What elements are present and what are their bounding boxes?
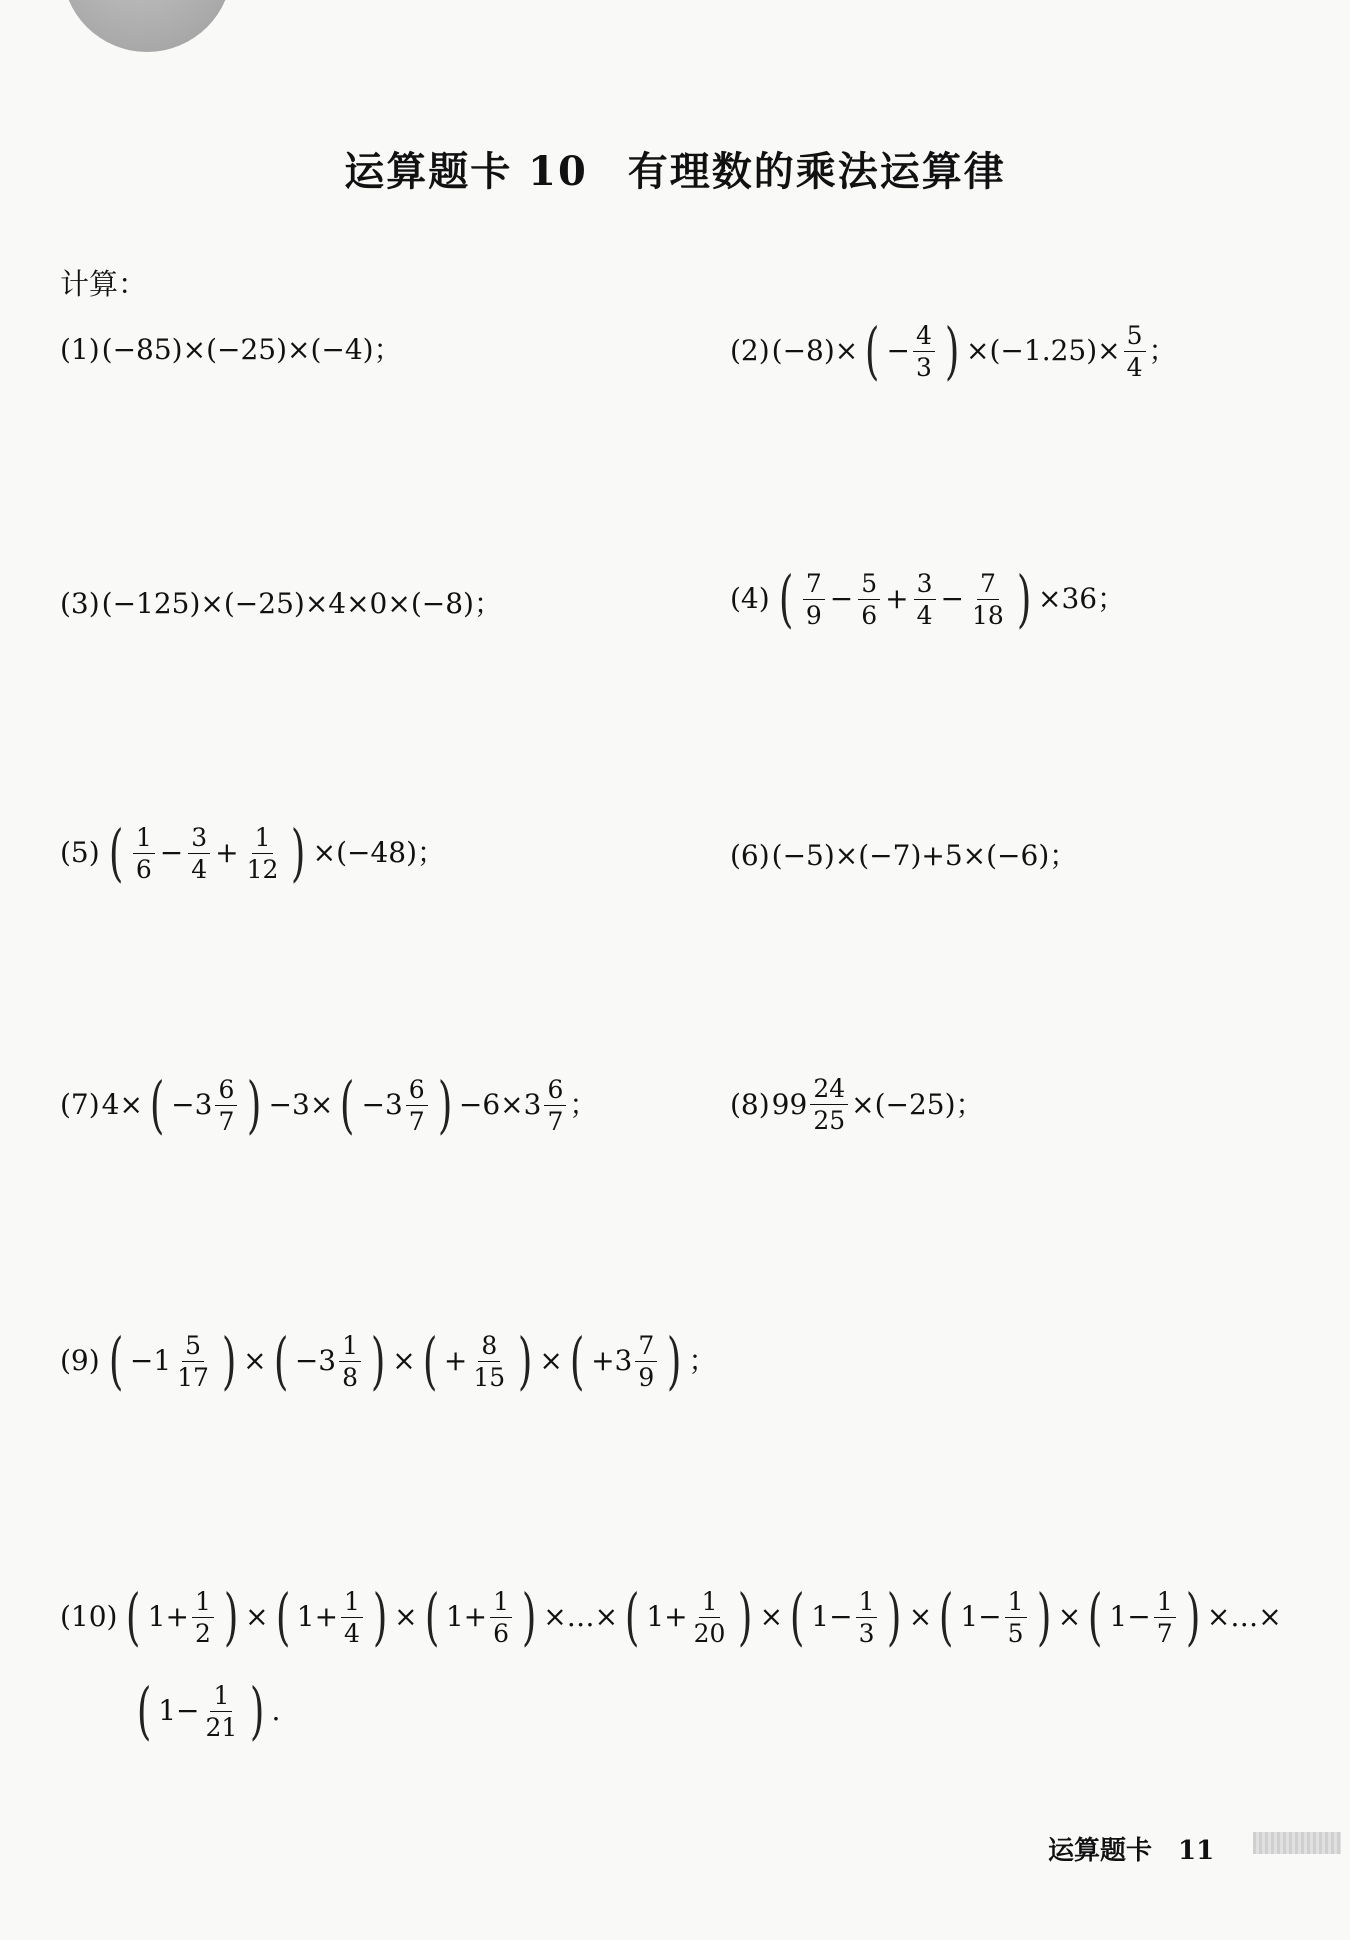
- fraction: [803, 568, 825, 630]
- fraction: [174, 1330, 212, 1392]
- right-paren: ): [223, 1580, 239, 1653]
- denominator: 7: [218, 1106, 235, 1136]
- terminator: ；: [569, 1088, 598, 1121]
- problem-number: (9): [60, 1344, 100, 1377]
- left-paren: (: [108, 816, 124, 889]
- problem-number: (5): [60, 836, 100, 869]
- operator: +: [215, 836, 239, 869]
- expression-part: 4×: [101, 1088, 143, 1121]
- left-paren: (: [624, 1580, 640, 1653]
- fraction: [1154, 1586, 1176, 1648]
- instruction: 计算：: [60, 267, 148, 301]
- right-paren: ): [518, 1324, 533, 1397]
- numerator: 1: [699, 1589, 721, 1618]
- expression: (−85)×(−25)×(−4)；: [101, 333, 402, 366]
- term: 1+: [445, 1600, 488, 1633]
- denominator: 20: [693, 1618, 726, 1648]
- expression-part: ×(−1.25)×: [966, 334, 1121, 367]
- mixed-whole: −3: [171, 1088, 213, 1121]
- mixed-whole: +3: [591, 1344, 633, 1377]
- denominator: 9: [638, 1362, 655, 1392]
- denominator: 4: [1126, 352, 1143, 382]
- numerator: 1: [133, 825, 155, 854]
- numerator: 6: [406, 1077, 428, 1106]
- sign: +: [443, 1344, 468, 1377]
- problem-1: [60, 333, 402, 366]
- fraction: [490, 1586, 512, 1648]
- problem-6: [730, 839, 1078, 872]
- left-paren: (: [108, 1324, 124, 1397]
- denominator: 12: [246, 854, 279, 884]
- left-paren: (: [275, 1580, 290, 1653]
- problem-number: (3): [60, 587, 100, 620]
- problem-number: (6): [730, 839, 770, 872]
- mixed-whole: −1: [129, 1344, 172, 1377]
- fraction: [913, 320, 935, 382]
- right-paren: ): [437, 1068, 453, 1141]
- problem-10: [60, 1580, 1282, 1653]
- denominator: 3: [915, 352, 932, 382]
- problem-5: [60, 816, 446, 889]
- expression-part: ×(−25)；: [851, 1087, 984, 1121]
- denominator: 7: [1156, 1618, 1173, 1648]
- fraction: [1005, 1586, 1027, 1648]
- expression-part: ×36；: [1038, 582, 1126, 615]
- times-sign: ×: [908, 1600, 933, 1633]
- terminator: ；: [1148, 334, 1177, 367]
- denominator: 4: [916, 600, 933, 630]
- operator: +: [885, 582, 909, 615]
- right-paren: ): [944, 314, 960, 387]
- fraction: [339, 1330, 361, 1392]
- numerator: 7: [977, 571, 999, 600]
- denominator: 15: [473, 1362, 506, 1392]
- left-paren: (: [136, 1674, 152, 1747]
- problem-4: [730, 562, 1126, 635]
- term: 1−: [811, 1600, 853, 1633]
- right-paren: ): [667, 1324, 682, 1397]
- denominator: 4: [191, 854, 208, 884]
- fraction: [914, 568, 936, 630]
- term: 1−: [1109, 1600, 1151, 1633]
- right-paren: ): [521, 1580, 537, 1653]
- title-main: 有理数的乘法运算律: [627, 148, 1006, 195]
- denominator: 2: [194, 1618, 211, 1648]
- times-sign: ×: [245, 1600, 269, 1633]
- right-paren: ): [291, 816, 306, 889]
- denominator: 7: [547, 1106, 564, 1136]
- terminator: .: [271, 1694, 281, 1727]
- times-sign: ×: [394, 1600, 418, 1633]
- mixed-whole: −3: [361, 1088, 403, 1121]
- numerator: 7: [803, 571, 825, 600]
- problem-number: (1): [60, 333, 100, 366]
- problem-number: (8): [730, 1087, 770, 1121]
- left-paren: (: [778, 562, 794, 635]
- fraction: [544, 1074, 566, 1136]
- times-sign: ×: [759, 1600, 784, 1633]
- left-paren: (: [789, 1580, 805, 1653]
- problem-10-continued: [130, 1674, 281, 1747]
- denominator: 6: [861, 600, 878, 630]
- denominator: 5: [1007, 1618, 1024, 1648]
- fraction: [691, 1586, 729, 1648]
- fraction: [969, 568, 1007, 630]
- numerator: 8: [478, 1333, 500, 1362]
- left-paren: (: [938, 1580, 954, 1653]
- numerator: 3: [188, 825, 210, 854]
- footer-decoration: [1253, 1832, 1341, 1854]
- fraction: [341, 1586, 363, 1648]
- numerator: 1: [490, 1589, 512, 1618]
- problem-number: (10): [60, 1600, 118, 1633]
- numerator: 24: [810, 1076, 848, 1105]
- fraction: [858, 568, 880, 630]
- right-paren: ): [1185, 1580, 1200, 1653]
- left-paren: (: [422, 1324, 438, 1397]
- left-paren: (: [1088, 1580, 1103, 1653]
- numerator: 4: [913, 323, 935, 352]
- fraction: [470, 1330, 508, 1392]
- right-paren: ): [887, 1580, 902, 1653]
- denominator: 3: [858, 1618, 875, 1648]
- fraction: [406, 1074, 428, 1136]
- left-paren: (: [865, 314, 880, 387]
- problem-number: (2): [730, 334, 770, 367]
- page-title: [0, 140, 1350, 197]
- expression: (−5)×(−7)+5×(−6)；: [771, 839, 1078, 872]
- numerator: 5: [182, 1333, 204, 1362]
- numerator: 1: [341, 1589, 363, 1618]
- numerator: 1: [1005, 1589, 1027, 1618]
- denominator: 17: [177, 1362, 209, 1392]
- mixed-whole: 99: [771, 1087, 808, 1121]
- denominator: 9: [805, 600, 822, 630]
- times-sign: ×: [1057, 1600, 1082, 1633]
- fraction: [188, 822, 210, 884]
- right-paren: ): [738, 1580, 753, 1653]
- numerator: 1: [339, 1333, 361, 1362]
- right-paren: ): [372, 1580, 388, 1653]
- fraction: [1124, 320, 1146, 382]
- denominator: 4: [344, 1618, 360, 1648]
- term: 1+: [147, 1600, 189, 1633]
- problem-number: (4): [730, 582, 770, 615]
- terminator: ；: [688, 1344, 717, 1377]
- fraction: [244, 822, 282, 884]
- expression-part: (−8)×: [771, 334, 859, 367]
- numerator: 5: [1124, 323, 1146, 352]
- problem-number: (7): [60, 1088, 100, 1121]
- operator: −: [829, 582, 854, 615]
- fraction: [192, 1586, 214, 1648]
- numerator: 5: [858, 571, 880, 600]
- left-paren: (: [149, 1068, 165, 1141]
- numerator: 7: [635, 1333, 657, 1362]
- denominator: 21: [205, 1712, 238, 1742]
- term: 1+: [296, 1600, 339, 1633]
- operator: −: [886, 334, 910, 367]
- corner-decoration: [62, 0, 232, 52]
- denominator: 6: [135, 854, 152, 884]
- problem-3: [60, 587, 502, 620]
- operator: −: [940, 582, 964, 615]
- footer-label: 运算题卡: [1048, 1836, 1153, 1866]
- left-paren: (: [424, 1580, 439, 1653]
- term: 1−: [960, 1600, 1002, 1633]
- left-paren: (: [273, 1324, 289, 1397]
- right-paren: ): [250, 1674, 265, 1747]
- denominator: 18: [972, 600, 1004, 630]
- fraction: [810, 1076, 848, 1133]
- problem-9: [60, 1324, 717, 1397]
- right-paren: ): [221, 1324, 237, 1397]
- ellipsis: ×…×: [543, 1600, 619, 1633]
- expression-part: −6×3: [458, 1088, 542, 1121]
- numerator: 1: [856, 1589, 878, 1618]
- operator: −: [159, 836, 184, 869]
- right-paren: ): [1016, 562, 1032, 635]
- left-paren: (: [569, 1324, 585, 1397]
- denominator: 6: [493, 1618, 509, 1648]
- numerator: 1: [252, 825, 274, 854]
- left-paren: (: [340, 1068, 355, 1141]
- fraction: [133, 822, 155, 884]
- denominator: 8: [342, 1362, 359, 1392]
- fraction: [635, 1330, 657, 1392]
- expression-part: ×(−48)；: [312, 836, 446, 869]
- numerator: 6: [544, 1077, 566, 1106]
- times-sign: ×: [539, 1344, 563, 1377]
- term: 1−: [158, 1694, 200, 1727]
- numerator: 1: [210, 1683, 232, 1712]
- page-number: 11: [1178, 1836, 1215, 1866]
- page-footer: [1048, 1830, 1214, 1867]
- problem-8: [730, 1076, 984, 1133]
- title-prefix: 运算题卡 10: [344, 148, 588, 195]
- right-paren: ): [247, 1068, 262, 1141]
- times-sign: ×: [243, 1344, 267, 1377]
- numerator: 1: [192, 1589, 214, 1618]
- left-paren: (: [126, 1580, 141, 1653]
- numerator: 3: [914, 571, 936, 600]
- ellipsis: ×…×: [1206, 1600, 1282, 1633]
- expression: (−125)×(−25)×4×0×(−8)；: [101, 587, 502, 620]
- right-paren: ): [370, 1324, 386, 1397]
- right-paren: ): [1036, 1580, 1051, 1653]
- problem-2: [730, 314, 1177, 387]
- denominator: 25: [813, 1106, 846, 1135]
- mixed-whole: −3: [294, 1344, 337, 1377]
- fraction: [856, 1586, 878, 1648]
- fraction: [202, 1680, 240, 1742]
- denominator: 7: [408, 1106, 425, 1136]
- times-sign: ×: [392, 1344, 416, 1377]
- problem-7: [60, 1068, 598, 1141]
- fraction: [215, 1074, 237, 1136]
- numerator: 1: [1154, 1589, 1176, 1618]
- expression-part: −3×: [268, 1088, 334, 1121]
- term: 1+: [646, 1600, 688, 1633]
- numerator: 6: [215, 1077, 237, 1106]
